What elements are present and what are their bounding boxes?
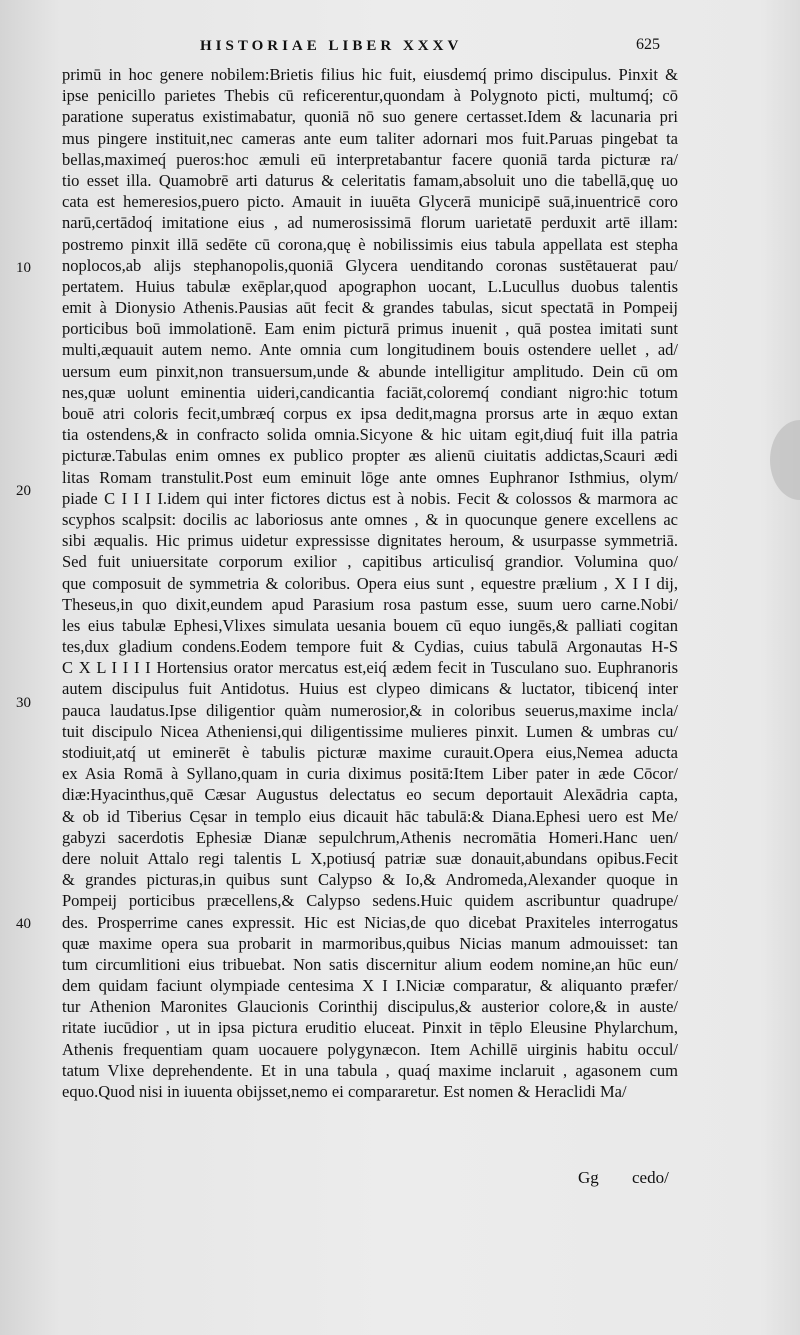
text-line: diæ:Hyacinthus,quē Cæsar Augustus delectatus eo secum deportauit Alexādria capta, xyxy=(62,785,678,805)
line-number-40: 40 xyxy=(16,916,31,932)
text-line: les eius tabulæ Ephesi,Vlixes simulata uesania bouem cū equo iungēs,& palliati cogitan xyxy=(62,615,678,635)
text-line: scyphos scalpsit: docilis ac laboriosus ante omnes , & in quocunque genere excellens ac xyxy=(62,509,678,529)
text-line: equo.Quod nisi in iuuenta obijsset,nemo ei compararetur. Est nomen & Heraclidi Ma/ xyxy=(62,1082,627,1101)
text-line: Pompeij porticibus præcellens,& Calypso sedens.Huic quidem ascribuntur quadrupe/ xyxy=(62,891,678,911)
text-line: Sed fuit uniuersitate corporum exilior , capitibus articulisq́ grandior. Volumina quo/ xyxy=(62,552,678,572)
text-line: multi,æquauit autem nemo. Ante omnia cum longitudinem bouis ostendere uellet , ad/ xyxy=(62,340,678,360)
signature-mark: Gg xyxy=(578,1168,599,1187)
text-line: dere noluit Attalo regi talentis L X,potiusq́ patriæ suæ donauit,abundans opibus.Fecit xyxy=(62,848,678,868)
line-number-10: 10 xyxy=(16,260,31,276)
text-line: tia ostendens,& in confracto solida omnia.Sicyone & hic uitam egit,diuq́ fuit illa patria xyxy=(62,425,678,445)
text-line: tuit discipulo Nicea Atheniensi,qui diligentissime mulieres pinxit. Lumen & umbras cu/ xyxy=(62,721,678,741)
running-title: HISTORIAE LIBER XXXV xyxy=(200,38,463,54)
text-line: C X L I I I I Hortensius orator mercatus est,eiq́ ædem fecit in Tusculano suo. Euphranoris xyxy=(62,658,678,678)
text-line: ex Asia Romā à Syllano,quam in curia diximus positā:Item Liber pater in æde Cōcor/ xyxy=(62,764,678,784)
text-line: quæ maxime opera sua probarit in marmoribus,quibus Nicias manum admouisset: tan xyxy=(62,933,678,953)
text-line: sibi æqualis. Hic primus uidetur expressisse dignitates heroum, & usurpasse symmetriā. xyxy=(62,531,678,551)
text-line: bellas,maximeq́ pueros:hoc æmuli eū interpretabantur facere quoniā tarda picturæ ra/ xyxy=(62,149,678,169)
text-line: mus pingere instituit,nec cameras ante eum taliter adornari mos fuit.Paruas pingebat ta xyxy=(62,128,678,148)
line-number-30: 30 xyxy=(16,695,31,711)
text-line: tatum Vlixe deprehendente. Et in una tabula , quaq́ maxime inclaruit , agasonem cum xyxy=(62,1060,678,1080)
text-line: tes,dux gladium condens.Eodem tempore fuit & Cydias, cuius tabulā Argonautas H-S xyxy=(62,637,678,657)
text-line: pauca laudatus.Ipse diligentior quàm numerosior,& in coloribus seuerus,maxime incla/ xyxy=(62,700,678,720)
text-line: litas Romam transtulit.Post eum eminuit lōge ante omnes Euphranor Isthmius, olym/ xyxy=(62,467,678,487)
page-number: 625 xyxy=(636,36,660,53)
text-line: piade C I I I I.idem qui inter fictores dictus est à nobis. Fecit & colossos & marmora ac xyxy=(62,488,678,508)
line-number-20: 20 xyxy=(16,483,31,499)
text-line: cata est hemeresios,puero picto. Amauit in iuuēta Glycerā municipē suā,inuentricē coro xyxy=(62,192,678,212)
body-text xyxy=(62,64,678,1102)
text-line: primū in hoc genere nobilem:Brietis filius hic fuit, eiusdemq́ primo discipulus. Pinxit & xyxy=(62,65,678,84)
catchword: cedo/ xyxy=(632,1168,669,1187)
text-line: bouē atri coloris fecit,umbræq́ corpus ex ipsa dedit,magna prorsus arte in æquo extan xyxy=(62,404,678,423)
text-line: nes,quæ uolunt eminentia uideri,candicantia faciāt,coloremq́ condiant nigro:hic totum xyxy=(62,382,678,402)
text-line: stodiuit,atq́ ut eminerēt è tabulis picturæ maxime curauit.Opera eius,Nemea aducta xyxy=(62,743,678,762)
text-line: autem discipulus fuit Antidotus. Huius est clypeo dimicans & luctator, tibicenq́ inter xyxy=(62,679,678,699)
text-line: porticibus boū immolationē. Eam enim picturā primus inuenit , quā postea imitati sunt xyxy=(62,319,678,339)
text-line: & grandes picturas,in quibus sunt Calypso & Io,& Andromeda,Alexander quoque in xyxy=(62,870,678,890)
text-line: dem quidam faciunt olympiade centesima X I I.Niciæ comparatur, & aliquanto præfer/ xyxy=(62,976,678,996)
text-line: Theseus,in quo dixit,eundem apud Parasium rosa pastum esse, suum uero carne.Nobi/ xyxy=(62,594,678,614)
text-line: ipse penicillo parietes Thebis cū reficerentur,quondam à Polygnoto picti, multumq́; cō xyxy=(62,86,678,106)
text-line: des. Prosperrime canes expressit. Hic est Nicias,de quo dicebat Praxiteles interrogatus xyxy=(62,912,678,932)
text-line: & ob id Tiberius Cęsar in templo eius dicauit hāc tabulā:& Diana.Ephesi uero est Me/ xyxy=(62,806,678,826)
text-line: que composuit de symmetria & coloribus. Opera eius sunt , equestre prælium , X I I dij, xyxy=(62,573,678,593)
text-line: uersum eum pinxit,non transuersum,unde & abunde intelligitur amplitudo. Dein cū om xyxy=(62,361,678,381)
text-line: paratione superatus existimabatur, quoniā nō suo genere certasset.Idem & lacunaria pri xyxy=(62,107,678,127)
text-line: tum circumlitioni eius tribuebat. Non satis discernitur alium eodem nomine,an hūc eun/ xyxy=(62,954,678,974)
ink-stain xyxy=(770,420,800,500)
text-line: ritate iucūdior , ut in ipsa pictura eruditio eluceat. Pinxit in tēplo Eleusine Phylarchum, xyxy=(62,1018,678,1038)
text-line: tur Athenion Maronites Glaucionis Corinthij discipulus,& austerior colore,& in auste/ xyxy=(62,997,678,1017)
text-line: narū,certādoq́ imitatione eius , ad numerosissimā florum uarietatē perduxit artē illam: xyxy=(62,213,678,233)
text-line: Athenis frequentiam quam uocauere polygynæcon. Item Achillē uirginis habitu occul/ xyxy=(62,1039,678,1059)
text-line: picturæ.Tabulas enim omnes ex publico propter æs alienū ciuitatis addictas,Scauri ædi xyxy=(62,446,678,466)
text-line: gabyzi sacerdotis Ephesiæ Dianæ sepulchrum,Athenis necromātia Homeri.Hanc uen/ xyxy=(62,827,678,847)
text-line: postremo pinxit illā sedēte cū corona,quę è nobilissimis eius tabula appellata est stepha xyxy=(62,234,678,254)
text-line: pertatem. Huius tabulæ exēplar,quod apographon uocant, L.Lucullus duobus talentis xyxy=(62,276,678,296)
text-line: tio esset illa. Quamobrē arti daturus & celeritatis famam,absoluit uno die tabellā,quę uo xyxy=(62,170,678,190)
text-line: noplocos,ab alijs stephanopolis,quoniā Glycera uenditando coronas sustētauerat pau/ xyxy=(62,255,678,275)
catchword-line xyxy=(578,1168,688,1188)
text-line: emit à Dionysio Athenis.Pausias aūt fecit & grandes tabulas, sicut spectatā in Pompeij xyxy=(62,298,678,318)
